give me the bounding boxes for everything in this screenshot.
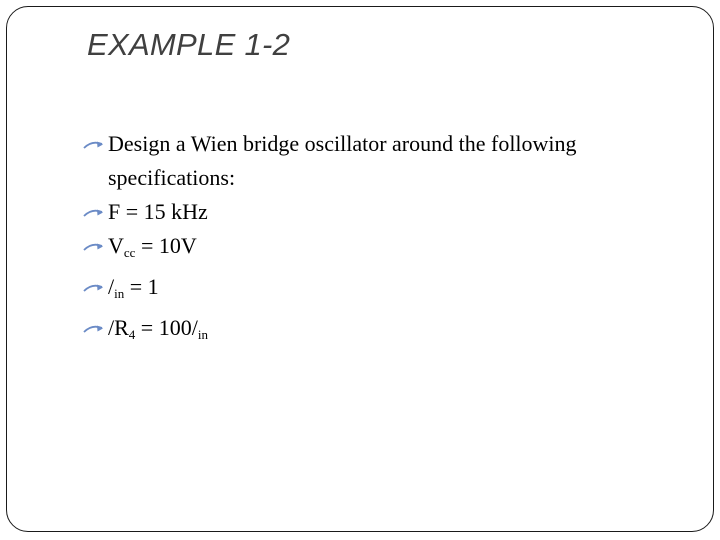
bullet-item-task [83, 127, 683, 195]
bullet-item-vcc [83, 229, 683, 270]
bullet-text-frequency: F = 15 kHz [108, 199, 208, 224]
r4-value-subscript: in [197, 327, 208, 342]
bullet-item-r4 [83, 311, 683, 352]
curved-arrow-bullet-icon [83, 140, 105, 150]
r4-symbol: /R [108, 315, 129, 340]
bullet-item-gain [83, 270, 683, 311]
gain-subscript: in [114, 286, 125, 301]
slide-title: EXAMPLE 1-2 [87, 27, 291, 62]
bullet-item-frequency [83, 195, 683, 229]
slide-frame [6, 6, 714, 532]
curved-arrow-bullet-icon [83, 283, 105, 293]
vcc-subscript: cc [123, 245, 136, 260]
r4-subscript: 4 [128, 327, 136, 342]
curved-arrow-bullet-icon [83, 324, 105, 334]
vcc-symbol: V [108, 233, 124, 258]
bullet-list [83, 127, 683, 352]
curved-arrow-bullet-icon [83, 208, 105, 218]
gain-value: = 1 [124, 274, 159, 299]
r4-value: = 100/ [135, 315, 198, 340]
vcc-value: = 10V [135, 233, 197, 258]
gain-symbol: / [108, 274, 115, 299]
curved-arrow-bullet-icon [83, 242, 105, 252]
bullet-text-task: Design a Wien bridge oscillator around the following specifications: [108, 131, 577, 190]
